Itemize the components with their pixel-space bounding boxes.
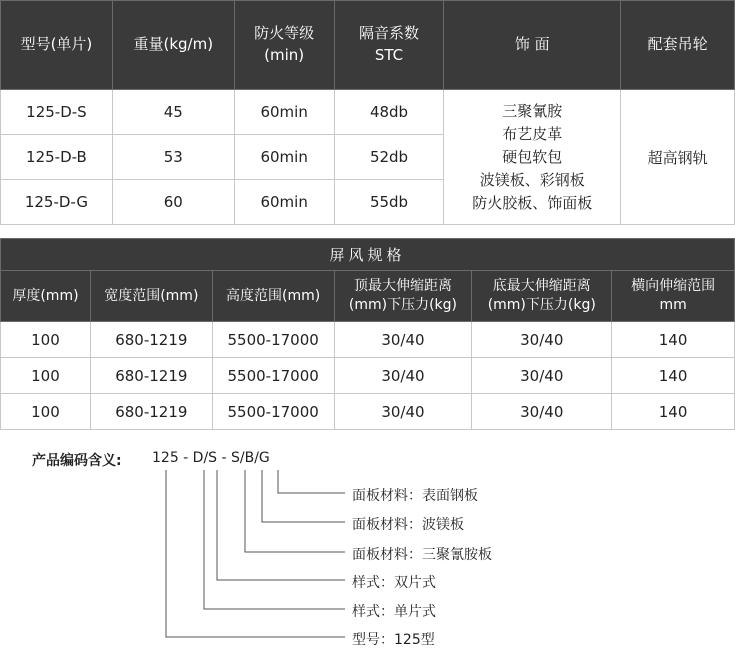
col-weight: 重量(kg/m) [112,1,234,90]
finish-item: 防火胶板、饰面板 [472,193,593,212]
table-cell: 5500-17000 [212,322,334,358]
stc-cell: 55db [334,180,444,225]
table-cell: 5500-17000 [212,358,334,394]
finish-cell [444,90,621,225]
connector-line [245,470,345,552]
fire-cell: 60min [234,90,334,135]
model-cell: 125-D-G [1,180,113,225]
table-row [1,358,735,394]
connector-line [204,470,345,609]
col-width: 宽度范围(mm) [90,271,212,322]
table-cell: 140 [612,358,735,394]
finish-item: 布艺皮革 [502,124,563,143]
table-cell: 100 [1,322,91,358]
weight-cell: 53 [112,135,234,180]
col-thickness: 厚度(mm) [1,271,91,322]
col-finish: 饰 面 [444,1,621,90]
legend-item: 样式：单片式 [352,604,436,620]
col-pulley: 配套吊轮 [621,1,735,90]
model-cell: 125-D-S [1,90,113,135]
col-bottom-stretch: 底最大伸缩距离 (mm)下压力(kg) [472,271,612,322]
screen-spec-table [0,238,735,430]
col-stc: 隔音系数 STC [334,1,444,90]
table-cell: 30/40 [334,394,472,430]
code-title: 产品编码含义: [32,453,122,469]
screen-spec-header [1,271,735,322]
table-cell: 5500-17000 [212,394,334,430]
table-cell: 30/40 [472,322,612,358]
screen-spec-title-row [1,239,735,271]
legend-item: 面板材料：三聚氰胺板 [352,547,492,563]
col-top-stretch: 顶最大伸缩距离 (mm)下压力(kg) [334,271,472,322]
connector-line [262,470,345,522]
table-row [1,90,735,135]
table-cell: 680-1219 [90,394,212,430]
table-cell: 30/40 [334,322,472,358]
weight-cell: 60 [112,180,234,225]
stc-cell: 52db [334,135,444,180]
table-row [1,322,735,358]
table-cell: 100 [1,394,91,430]
connector-line [278,470,345,493]
table-cell: 140 [612,322,735,358]
pulley-cell: 超高钢轨 [621,90,735,225]
finish-item: 波镁板、彩钢板 [479,170,585,189]
finish-item: 三聚氰胺 [502,101,563,120]
table-cell: 680-1219 [90,322,212,358]
col-fire: 防火等级 (min) [234,1,334,90]
table-row [1,394,735,430]
legend-item: 样式：双片式 [352,575,436,591]
col-height: 高度范围(mm) [212,271,334,322]
fire-cell: 60min [234,135,334,180]
col-model: 型号(单片) [1,1,113,90]
legend-item: 面板材料：表面钢板 [352,488,478,504]
connector-line [217,470,345,580]
table-cell: 680-1219 [90,358,212,394]
table-cell: 30/40 [334,358,472,394]
col-lateral: 横向伸缩范围 mm [612,271,735,322]
fire-cell: 60min [234,180,334,225]
legend-item: 型号：125型 [352,632,435,648]
table-cell: 30/40 [472,358,612,394]
spec-table-header [1,1,735,90]
legend-item: 面板材料：波镁板 [352,517,464,533]
table-cell: 140 [612,394,735,430]
model-cell: 125-D-B [1,135,113,180]
screen-spec-title: 屏风规格 [1,239,735,271]
code-legend [0,430,735,662]
spec-table [0,0,735,225]
stc-cell: 48db [334,90,444,135]
weight-cell: 45 [112,90,234,135]
table-cell: 30/40 [472,394,612,430]
table-cell: 100 [1,358,91,394]
connector-line [166,470,345,637]
finish-item: 硬包软包 [502,147,563,166]
code-value: 125 - D/S - S/B/G [152,450,270,466]
